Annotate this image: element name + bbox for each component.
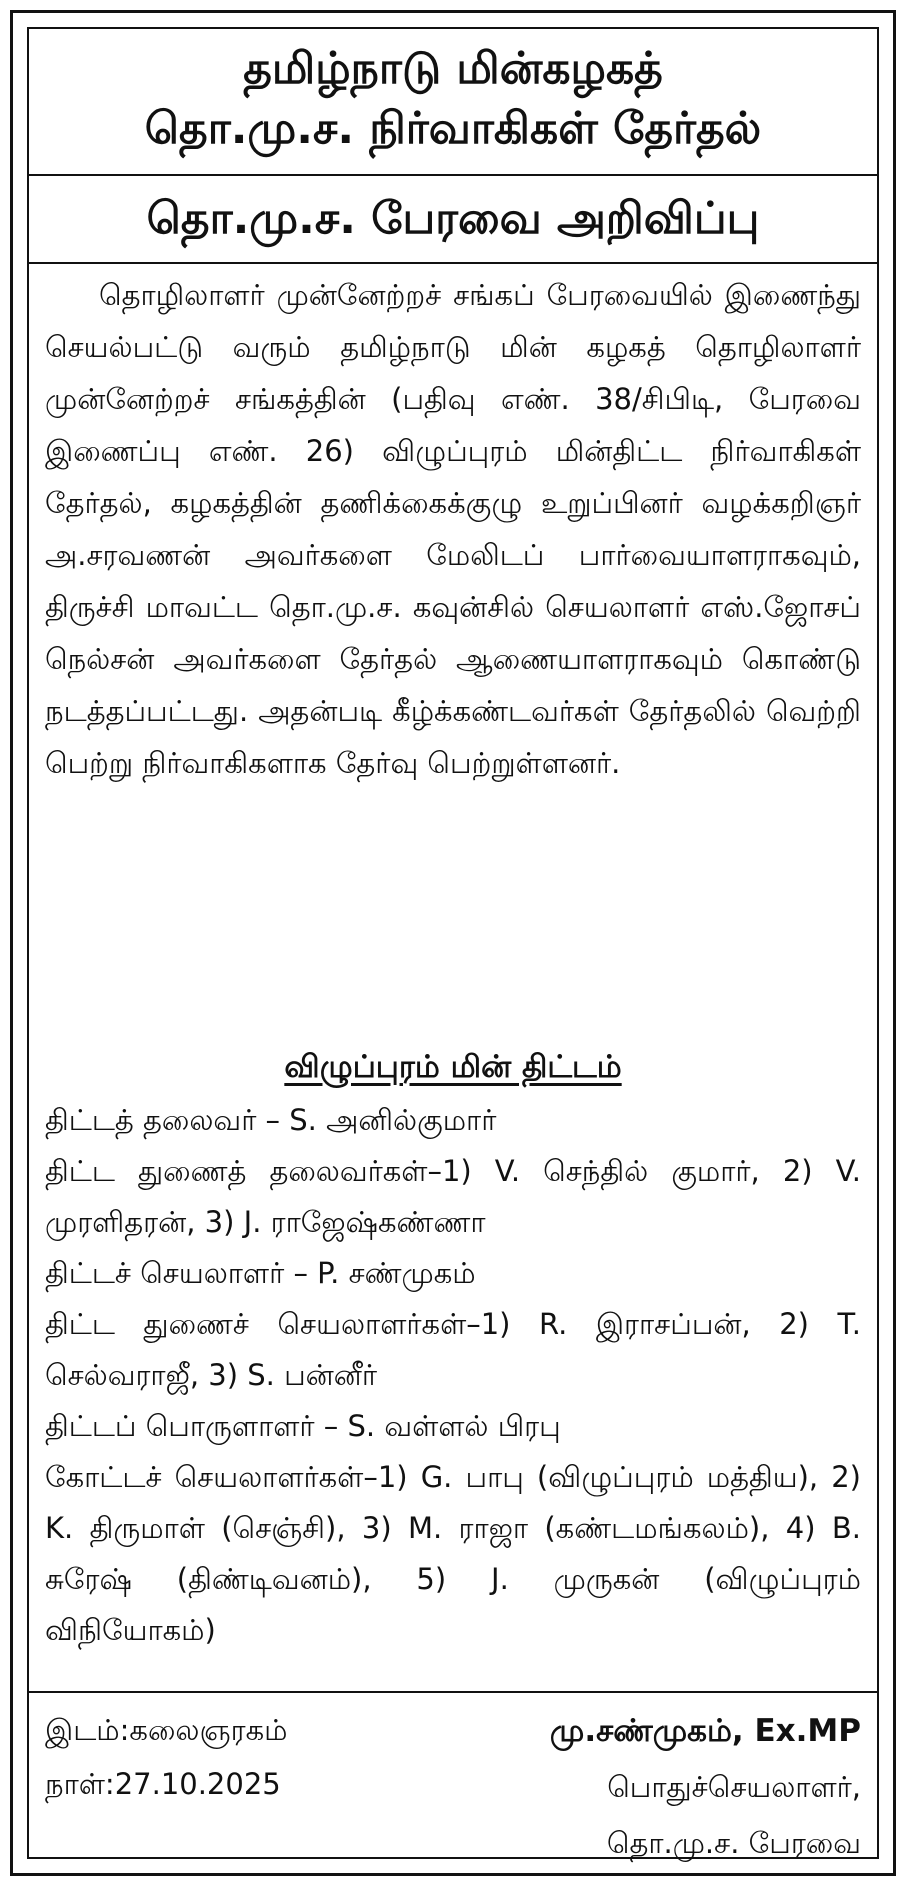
signatory-organization: தொ.மு.ச. பேரவை [606, 1826, 861, 1860]
body-paragraph: தொழிலாளர் முன்னேற்றச் சங்கப் பேரவையில் இணைந்து செயல்பட்டு வரும் தமிழ்நாடு மின் கழகத் தொழிலாளர் முன்னேற்றச் சங்கத்தின் (பதிவு எண். 38/சிபிடி, பேரவை இணைப்பு எண். 26) விழுப்புரம் மின்திட்ட நிர்வாகிகள் தேர்தல், கழகத்தின் தணிக்கைக்குழு உறுப்பினர் வழக்கறிஞர் அ.சரவணன் அவர்களை மேலிடப் பார்வையாளராகவும், திருச்சி மாவட்ட தொ.மு.ச. கவுன்சில் செயலாளர் எஸ்.ஜோசப் நெல்சன் அவர்களை தேர்தல் ஆணையாளராகவும் கொண்டு நடத்தப்பட்டது. அதன்படி கீழ்க்கண்டவர்கள் தேர்தலில் வெற்றி பெற்று நிர்வாகிகளாக தேர்வு பெற்றுள்ளனர். [45, 278, 861, 780]
list-item: கோட்டச் செயலாளர்கள்–1) G. பாபு (விழுப்புரம் மத்திய), 2) K. திருமாள் (செஞ்சி), 3) M. ராஜா (கண்டமங்கலம்), 4) B. சுரேஷ் (திண்டிவனம்), 5) J. முருகன் (விழுப்புரம் விநியோகம்) [45, 1460, 861, 1647]
office-bearers-list [45, 1095, 861, 1656]
footer [29, 1691, 877, 1893]
list-item: திட்ட துணைத் தலைவர்கள்–1) V. செந்தில் குமார், 2) V. முரளிதரன், 3) J. ராஜேஷ்கண்ணா [45, 1154, 861, 1239]
title-line-2: தொ.மு.ச. நிர்வாகிகள் தேர்தல் [144, 103, 762, 154]
list-item: திட்டச் செயலாளர் – P. சண்முகம் [45, 1256, 476, 1290]
footer-signature [550, 1703, 861, 1871]
section-heading [29, 1041, 877, 1093]
title-line-1: தமிழ்நாடு மின்கழகத் [243, 43, 663, 94]
footer-place-date [45, 1703, 287, 1811]
footer-date: நாள்:27.10.2025 [45, 1767, 281, 1801]
footer-place: இடம்:கலைஞரகம் [45, 1713, 288, 1747]
notice-subtitle: தொ.மு.ச. பேரவை அறிவிப்பு [146, 193, 760, 244]
list-item: திட்ட துணைச் செயலாளர்கள்–1) R. இராசப்பன், 2) T. செல்வராஜீ, 3) S. பன்னீர் [45, 1307, 861, 1392]
section-heading-text: விழுப்புரம் மின் திட்டம் [284, 1049, 622, 1085]
list-item: திட்டத் தலைவர் – S. அனில்குமார் [45, 1103, 497, 1137]
notice-inner-border [27, 27, 879, 1859]
list-item: திட்டப் பொருளாளர் – S. வள்ளல் பிரபு [45, 1409, 561, 1443]
title-box [29, 29, 877, 176]
notice-frame [10, 10, 896, 1876]
subtitle-box [29, 176, 877, 264]
signatory-designation: பொதுச்செயலாளர், [607, 1770, 861, 1804]
signatory-name: மு.சண்முகம், Ex.MP [549, 1713, 861, 1749]
body-paragraph-block [45, 269, 861, 789]
